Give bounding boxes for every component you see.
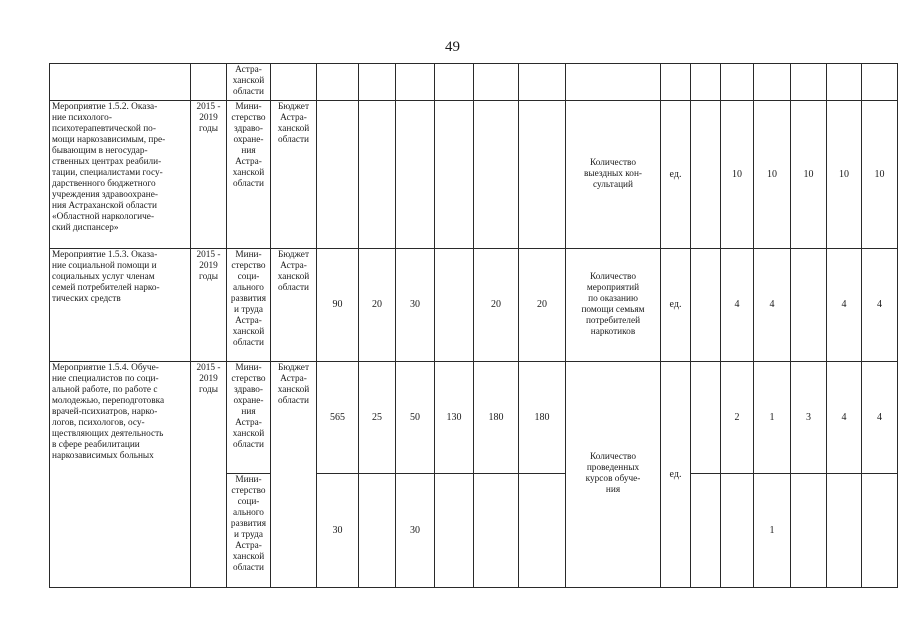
value-base-cell [691,64,721,101]
period-cell: 2015 - 2019 годы [191,361,227,587]
finance-2017-cell [435,64,474,101]
finance-2015-cell: 25 [359,361,396,473]
finance-2016-cell [396,64,435,101]
period-cell: 2015 - 2019 годы [191,101,227,249]
document-sheet [49,63,885,588]
activity-cell: Мероприятие 1.5.2. Оказа- ние психолого- психотерапевтической по- мощи наркозависимым, пре- бывающим в негосудар- ственных центрах реабили- тации, специалистами госу- дарственного бюджетного учреждения здравоохране- ния Астраханской области «Областной наркологиче- ский диспансер» [50,101,191,249]
table-row-continuation [50,64,898,101]
finance-2018-cell: 20 [474,249,519,361]
activity-cell: Мероприятие 1.5.3. Оказа- ние социальной помощи и социальных услуг членам семей потребителей нарко- тических средств [50,249,191,361]
finance-2019-cell [519,101,566,249]
value-2018-cell: 4 [827,361,862,473]
source-cell [271,64,317,101]
value-2016-cell [754,64,791,101]
value-2019-cell [862,64,898,101]
value-2017-cell [791,249,827,361]
executor-cell: Мини- стерство здраво- охране- ния Астра- ханской области [227,361,271,473]
value-2016-cell: 4 [754,249,791,361]
period-cell [191,64,227,101]
value-2018-cell: 4 [827,249,862,361]
activity-cell: Мероприятие 1.5.4. Обуче- ние специалистов по соци- альной работе, по работе с молодежью, переподготовка врачей-психиатров, нарко- логов, психологов, осу- ществляющих деятельность в сфере реабилитации наркозависимых больных [50,361,191,587]
finance-2017-cell [435,473,474,587]
finance-total-cell: 565 [317,361,359,473]
indicator-cell: Количество проведенных курсов обуче- ния [566,361,661,587]
source-cell: Бюджет Астра- ханской области [271,101,317,249]
value-2015-cell: 4 [721,249,754,361]
value-2016-cell: 10 [754,101,791,249]
finance-total-cell: 90 [317,249,359,361]
value-2015-cell: 2 [721,361,754,473]
value-2019-cell: 4 [862,361,898,473]
finance-2019-cell [519,473,566,587]
executor-cell: Мини- стерство соци- ального развития и труда Астра- ханской области [227,249,271,361]
finance-2018-cell [474,101,519,249]
activity-cell [50,64,191,101]
value-base-cell [691,101,721,249]
table-row-1-5-2 [50,101,898,249]
finance-total-cell: 30 [317,473,359,587]
value-2015-cell [721,64,754,101]
value-2015-cell: 10 [721,101,754,249]
finance-2018-cell [474,64,519,101]
value-2018-cell [827,473,862,587]
finance-2019-cell: 180 [519,361,566,473]
value-2019-cell [862,473,898,587]
finance-2015-cell: 20 [359,249,396,361]
finance-total-cell [317,64,359,101]
finance-2019-cell [519,64,566,101]
finance-2018-cell [474,473,519,587]
finance-2016-cell: 50 [396,361,435,473]
value-2016-cell: 1 [754,473,791,587]
finance-2018-cell: 180 [474,361,519,473]
executor-cell: Мини- стерство соци- ального развития и труда Астра- ханской области [227,473,271,587]
activities-table [49,63,898,588]
table-row-1-5-4 [50,361,898,473]
unit-cell: ед. [661,249,691,361]
page-number: 49 [445,39,460,55]
table-row-1-5-3 [50,249,898,361]
finance-2015-cell [359,101,396,249]
value-2019-cell: 10 [862,101,898,249]
indicator-cell [566,64,661,101]
period-cell: 2015 - 2019 годы [191,249,227,361]
finance-total-cell [317,101,359,249]
indicator-cell: Количество мероприятий по оказанию помощи семьям потребителей наркотиков [566,249,661,361]
finance-2017-cell: 130 [435,361,474,473]
value-2018-cell [827,64,862,101]
finance-2017-cell [435,249,474,361]
value-2015-cell [721,473,754,587]
finance-2019-cell: 20 [519,249,566,361]
value-2017-cell [791,64,827,101]
value-2017-cell: 10 [791,101,827,249]
value-base-cell [691,249,721,361]
source-cell: Бюджет Астра- ханской области [271,361,317,587]
finance-2016-cell: 30 [396,249,435,361]
value-2018-cell: 10 [827,101,862,249]
indicator-cell: Количество выездных кон- сультаций [566,101,661,249]
unit-cell: ед. [661,361,691,587]
finance-2015-cell [359,473,396,587]
finance-2016-cell: 30 [396,473,435,587]
value-2019-cell: 4 [862,249,898,361]
finance-2017-cell [435,101,474,249]
finance-2016-cell [396,101,435,249]
value-2017-cell [791,473,827,587]
unit-cell: ед. [661,101,691,249]
finance-2015-cell [359,64,396,101]
value-base-cell [691,473,721,587]
executor-cell: Мини- стерство здраво- охране- ния Астра- ханской области [227,101,271,249]
value-2016-cell: 1 [754,361,791,473]
executor-cell: Астра- ханской области [227,64,271,101]
value-2017-cell: 3 [791,361,827,473]
unit-cell [661,64,691,101]
source-cell: Бюджет Астра- ханской области [271,249,317,361]
value-base-cell [691,361,721,473]
